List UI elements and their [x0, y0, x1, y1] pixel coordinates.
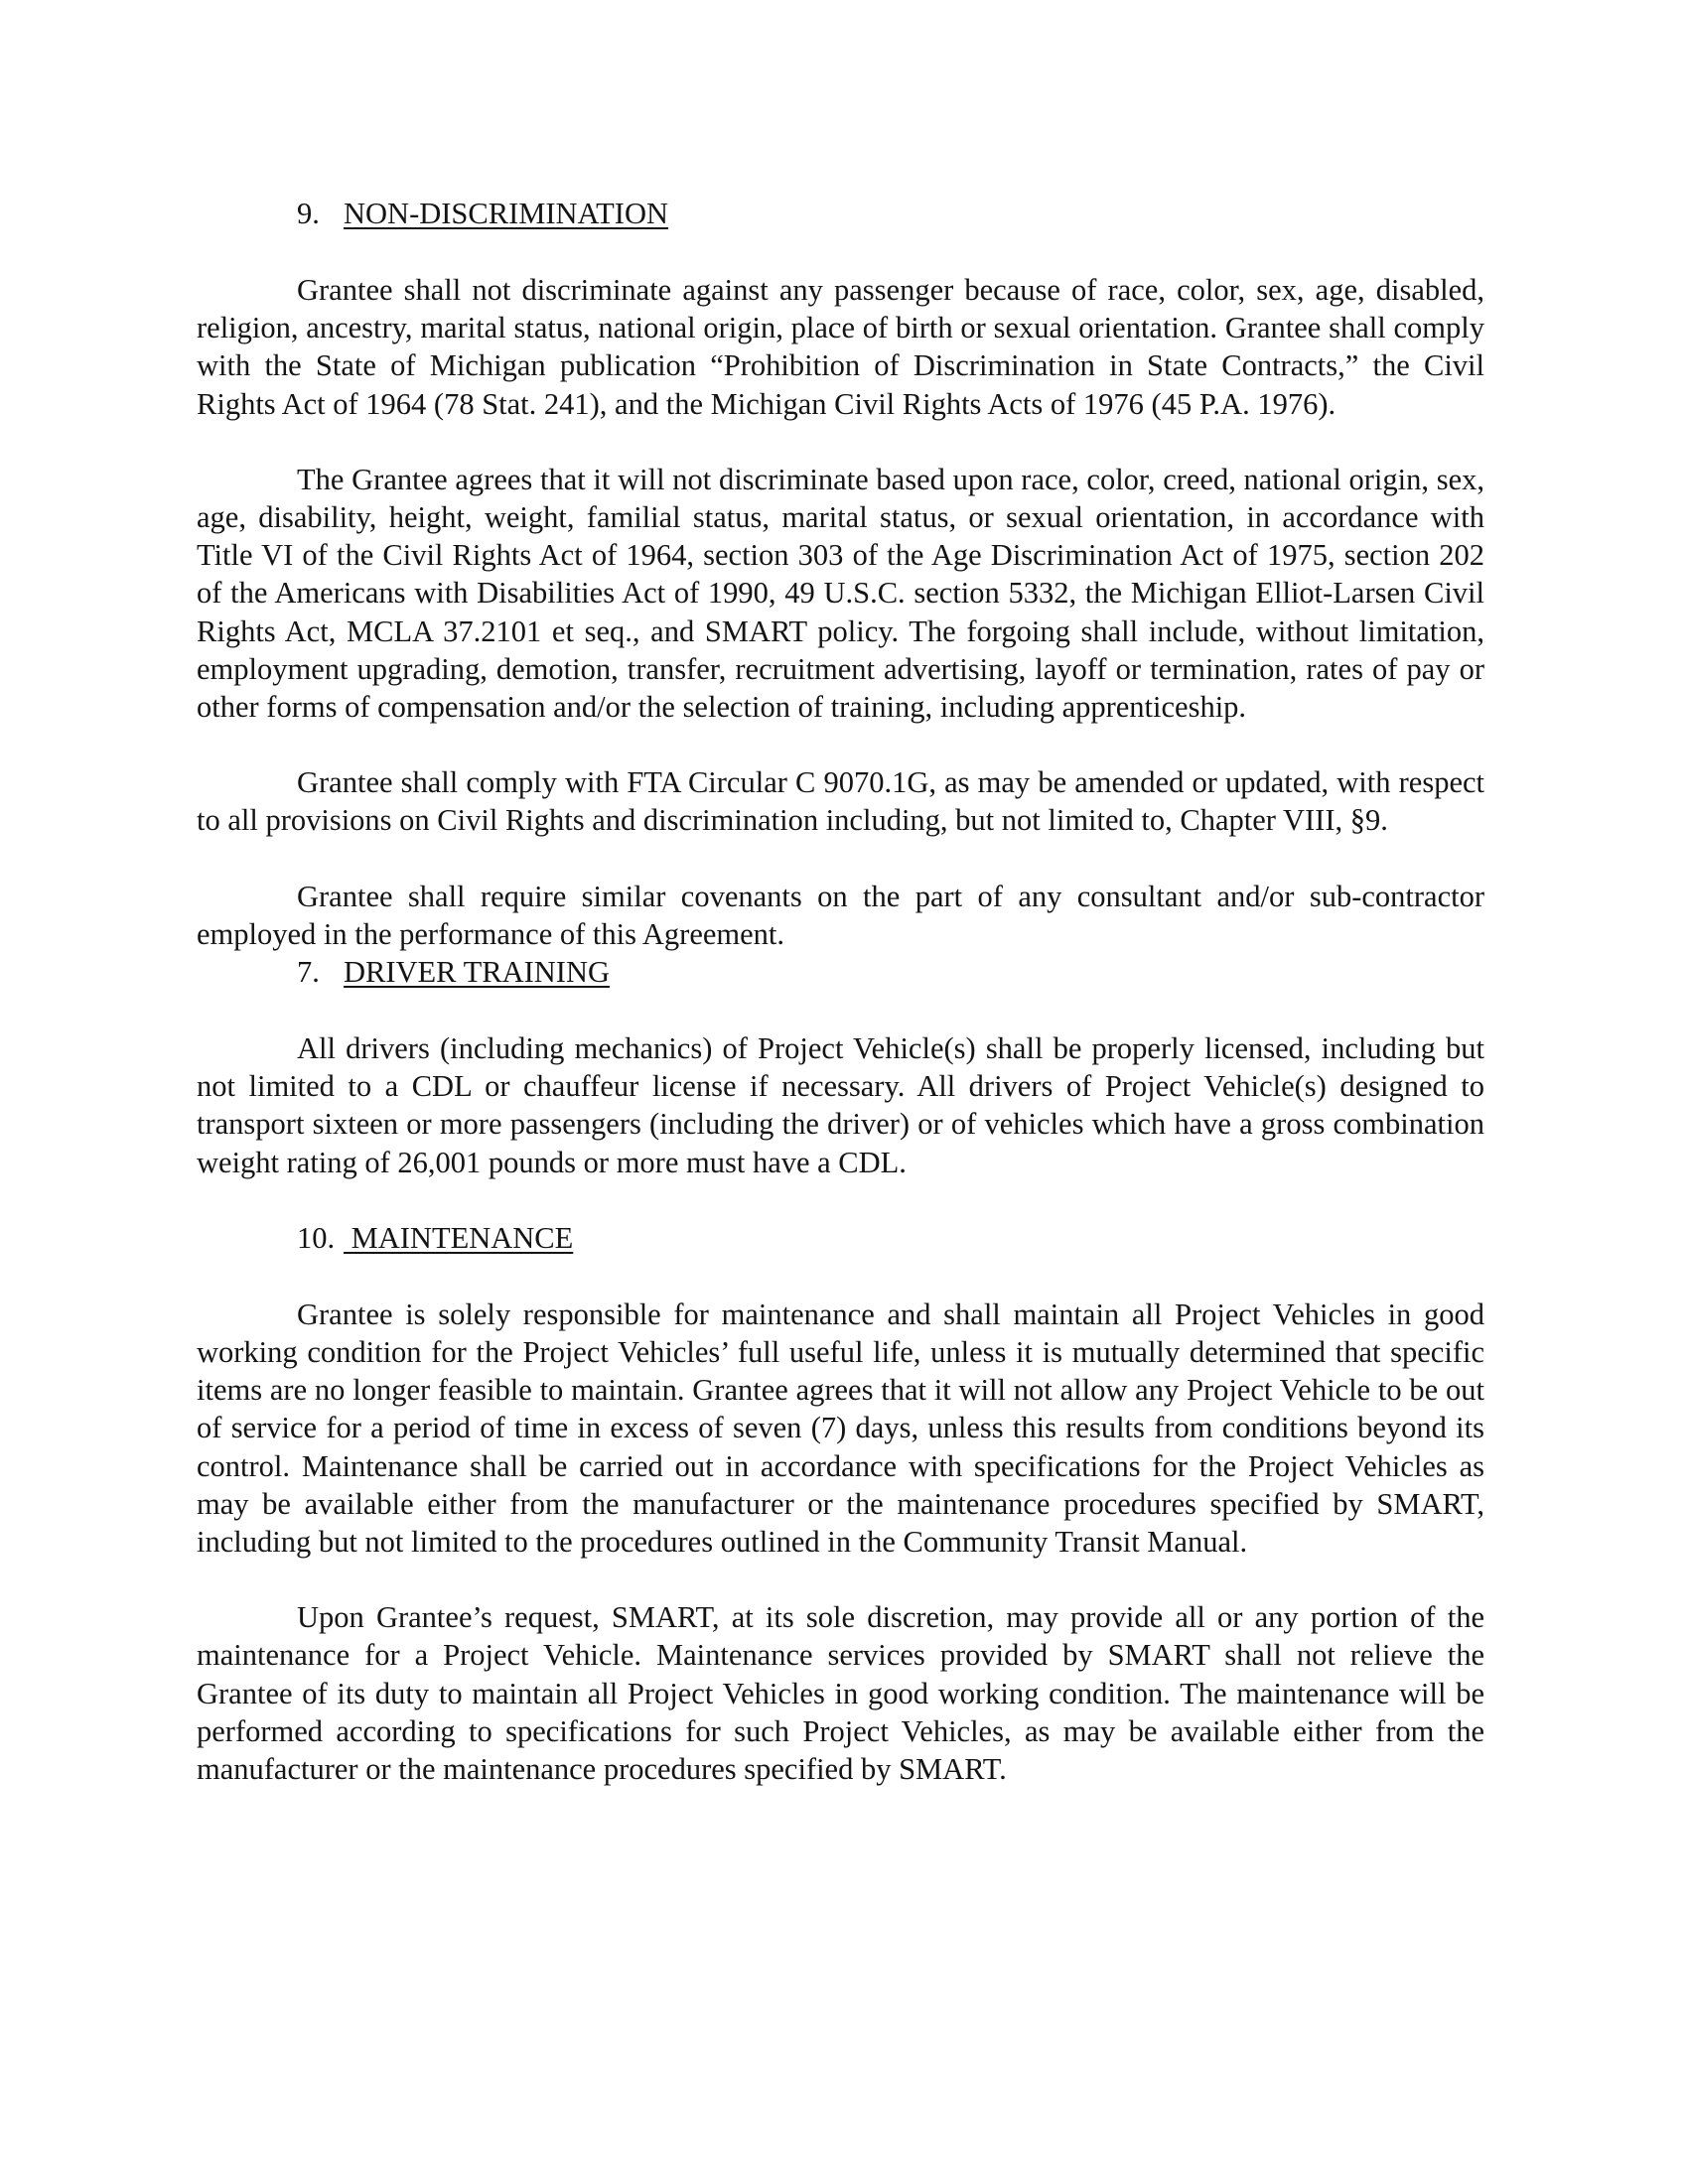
section-number: 10.	[297, 1220, 336, 1255]
section-heading-maintenance	[197, 1219, 1484, 1257]
section-number: 7.	[297, 955, 320, 990]
document-page	[197, 195, 1484, 1788]
section-number: 9.	[297, 197, 320, 230]
section-title: MAINTENANCE	[344, 1220, 574, 1255]
paragraph: Upon Grantee’s request, SMART, at its sole discretion, may provide all or any portion of the maintenance for a Project Vehicle. Maintenance services provided by SMART shall not relieve the Grantee of its duty to maintain all Project Vehicles in good working condition. The maintenance will be performed according to specifications for such Project Vehicles, as may be available either from the manufacturer or the maintenance procedures specified by SMART.	[197, 1600, 1484, 1787]
paragraph: Grantee shall comply with FTA Circular C 9070.1G, as may be amended or updated, with respect to all provisions on Civil Rights and discrimination including, but not limited to, Chapter VIII, §9.	[197, 765, 1484, 838]
section-title: NON-DISCRIMINATION	[344, 197, 669, 230]
section-heading-non-discrimination	[197, 195, 1484, 232]
paragraph: Grantee shall require similar covenants on the part of any consultant and/or sub-contractor employed in the performance of this Agreement.	[197, 879, 1484, 951]
section-title: DRIVER TRAINING	[344, 955, 610, 990]
paragraph: All drivers (including mechanics) of Project Vehicle(s) shall be properly licensed, including but not limited to a CDL or chauffeur license if necessary. All drivers of Project Vehicle(s) designed to transport sixteen or more passengers (including the driver) or of vehicles which have a gross combination weight rating of 26,001 pounds or more must have a CDL.	[197, 1031, 1484, 1179]
paragraph: Grantee shall not discriminate against any passenger because of race, color, sex, age, disabled, religion, ancestry, marital status, national origin, place of birth or sexual orientation. Grantee shall comply with the State of Michigan publication “Prohibition of Discrimination in State Contracts,” the Civil Rights Act of 1964 (78 Stat. 241), and the Michigan Civil Rights Acts of 1976 (45 P.A. 1976).	[197, 273, 1484, 421]
paragraph: Grantee is solely responsible for maintenance and shall maintain all Project Vehicles in good working condition for the Project Vehicles’ full useful life, unless it is mutually determined that specific items are no longer feasible to maintain. Grantee agrees that it will not allow any Project Vehicle to be out of service for a period of time in excess of seven (7) days, unless this results from conditions beyond its control. Maintenance shall be carried out in accordance with specifications for the Project Vehicles as may be available either from the manufacturer or the maintenance procedures specified by SMART, including but not limited to the procedures outlined in the Community Transit Manual.	[197, 1297, 1484, 1560]
paragraph: The Grantee agrees that it will not discriminate based upon race, color, creed, national origin, sex, age, disability, height, weight, familial status, marital status, or sexual orientation, in accordance with Title VI of the Civil Rights Act of 1964, section 303 of the Age Discrimination Act of 1975, section 202 of the Americans with Disabilities Act of 1990, 49 U.S.C. section 5332, the Michigan Elliot-Larsen Civil Rights Act, MCLA 37.2101 et seq., and SMART policy. The forgoing shall include, without limitation, employment upgrading, demotion, transfer, recruitment advertising, layoff or termination, rates of pay or other forms of compensation and/or the selection of training, including apprenticeship.	[197, 462, 1484, 725]
section-heading-driver-training	[197, 953, 1484, 991]
